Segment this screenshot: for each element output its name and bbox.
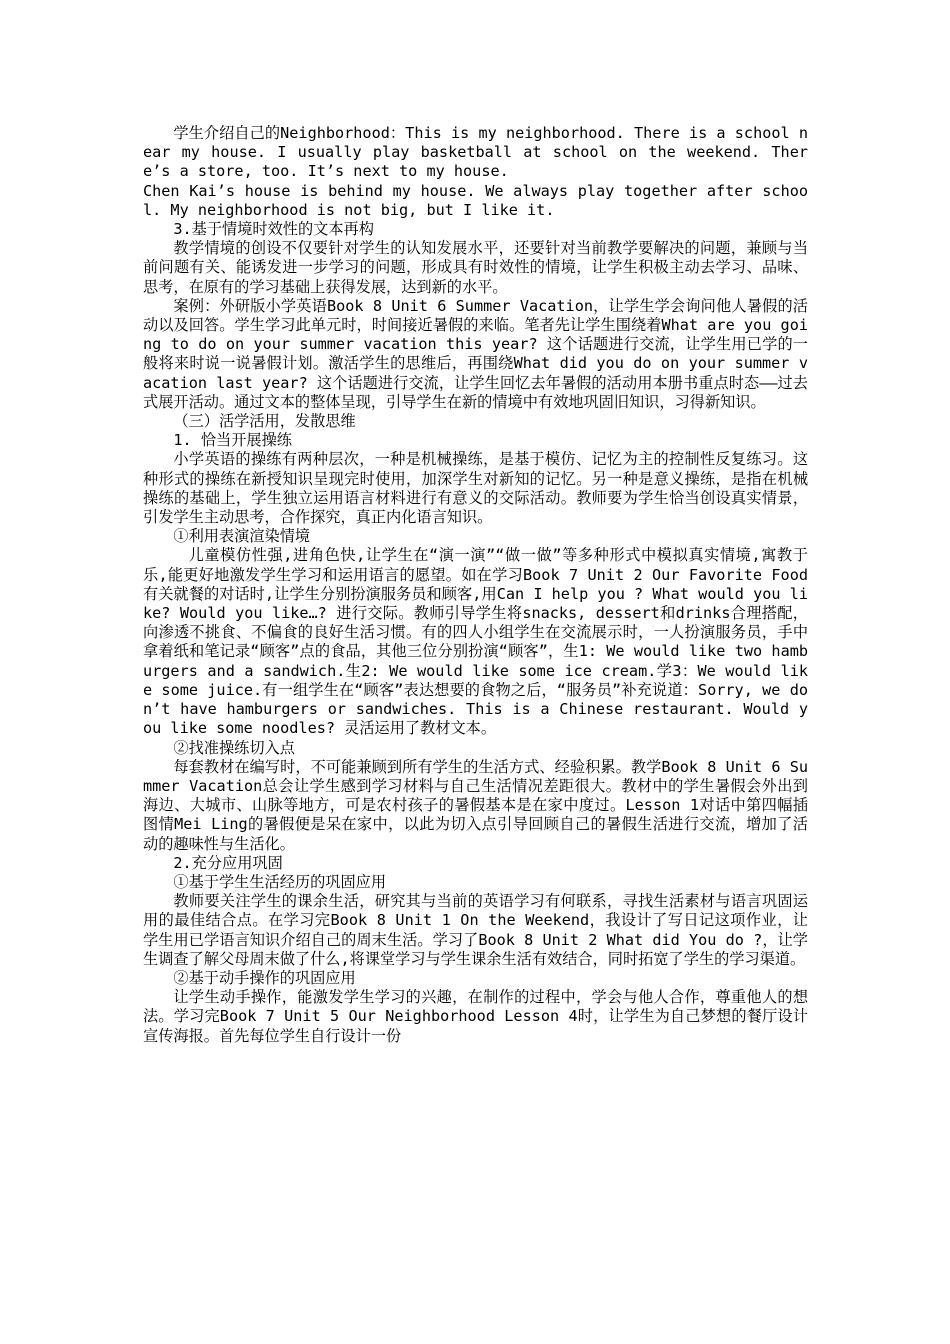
paragraph: 教学情境的创设不仅要针对学生的认知发展水平，还要针对当前教学要解决的问题，兼顾与当前问题有关、能诱发进一步学习的问题，形成具有时效性的情境，让学生积极主动去学习、品味、思考，在原有的学习基础上获得发展，达到新的水平。 [143,239,808,296]
paragraph: 2.充分应用巩固 [173,853,283,872]
paragraph: 3.基于情境时效性的文本再构 [173,220,374,239]
document-page [143,124,808,1046]
paragraph: ②基于动手操作的巩固应用 [173,968,356,987]
paragraph: ①利用表演渲染情境 [173,527,311,546]
paragraph: 小学英语的操练有两种层次，一种是机械操练，是基于模仿、记忆为主的控制性反复练习。这种形式的操练在新授知识呈现完时使用，加深学生对新知的记忆。另一种是意义操练，是指在机械操练的基础上，学生独立运用语言材料进行有意义的交际活动。教师要为学生恰当创设真实情景，引发学生主动思考，合作探究，真正内化语言知识。 [143,450,808,527]
paragraph: 让学生动手操作，能激发学生学习的兴趣，在制作的过程中，学会与他人合作，尊重他人的想法。学习完Book 7 Unit 5 Our Neighborhood Lesson 4时，让学生为自己梦想的餐厅设计宣传海报。首先每位学生自行设计一份 [143,988,808,1045]
paragraph: ②找准操练切入点 [173,738,295,757]
paragraph: 儿童模仿性强,进角色快,让学生在“演一演”“做一做”等多种形式中模拟真实情境,寓教于乐,能更好地激发学生学习和运用语言的愿望。如在学习Book 7 Unit 2 Our Favorite Food有关就餐的对话时,让学生分别扮演服务员和顾客,用Can I help you ? What would you like? Would you like…? 进行交际。教师引导学生将snacks, dessert和drinks合理搭配，向渗透不挑食、不偏食的良好生活习惯。有的四人小组学生在交流展示时，一人扮演服务员，手中拿着纸和笔记录“顾客”点的食品，其他三位分别扮演“顾客”，生1: We would like two hamburgers and a sandwich.生2: We would like some ice cream.学3：We would like some juice.有一组学生在“顾客”表达想要的食物之后，“服务员”补充说道：Sorry, we don’t have hamburgers or sandwiches. This is a Chinese restaurant. Would you like some noodles? 灵活运用了教材文本。 [143,546,808,738]
paragraph: 教师要关注学生的课余生活，研究其与当前的英语学习有何联系，寻找生活素材与语言巩固运用的最佳结合点。在学习完Book 8 Unit 1 On the Weekend，我设计了写日记这项作业，让学生用已学语言知识介绍自己的周末生活。学习了Book 8 Unit 2 What did You do ?，让学生调查了解父母周末做了什么,将课堂学习与学生课余生活有效结合，同时拓宽了学生的学习渠道。 [143,892,808,968]
paragraph: （三）活学活用，发散思维 [173,412,356,431]
paragraph: Chen Kai’s house is behind my house. We always play together after school. My neighborhood is not big, but I like it. [143,181,808,219]
paragraph: 1. 恰当开展操练 [173,431,292,450]
paragraph: 案例：外研版小学英语Book 8 Unit 6 Summer Vacation，让学生学会询问他人暑假的活动以及回答。学生学习此单元时，时间接近暑假的来临。笔者先让学生围绕着What are you going to do on your summer vacation this year? 这个话题进行交流，让学生用已学的一般将来时说一说暑假计划。激活学生的思维后，再围绕What did you do on your summer vacation last year? 这个话题进行交流，让学生回忆去年暑假的活动用本册书重点时态——过去式展开活动。通过文本的整体呈现，引导学生在新的情境中有效地巩固旧知识，习得新知识。 [143,296,808,411]
paragraph: 学生介绍自己的Neighborhood：This is my neighborhood. There is a school near my house. I usually play basketball at school on the weekend. There’s a store, too. It’s next to my house. [143,124,808,181]
paragraph: 每套教材在编写时，不可能兼顾到所有学生的生活方式、经验积累。教学Book 8 Unit 6 Summer Vacation总会让学生感到学习材料与自己生活情况差距很大。教材中的学生暑假会外出到海边、大城市、山脉等地方，可是农村孩子的暑假基本是在家中度过。Lesson 1对话中第四幅插图情Mei Ling的暑假便是呆在家中，以此为切入点引导回顾自己的暑假生活进行交流，增加了活动的趣味性与生活化。 [143,757,808,853]
paragraph: ①基于学生生活经历的巩固应用 [173,872,387,891]
